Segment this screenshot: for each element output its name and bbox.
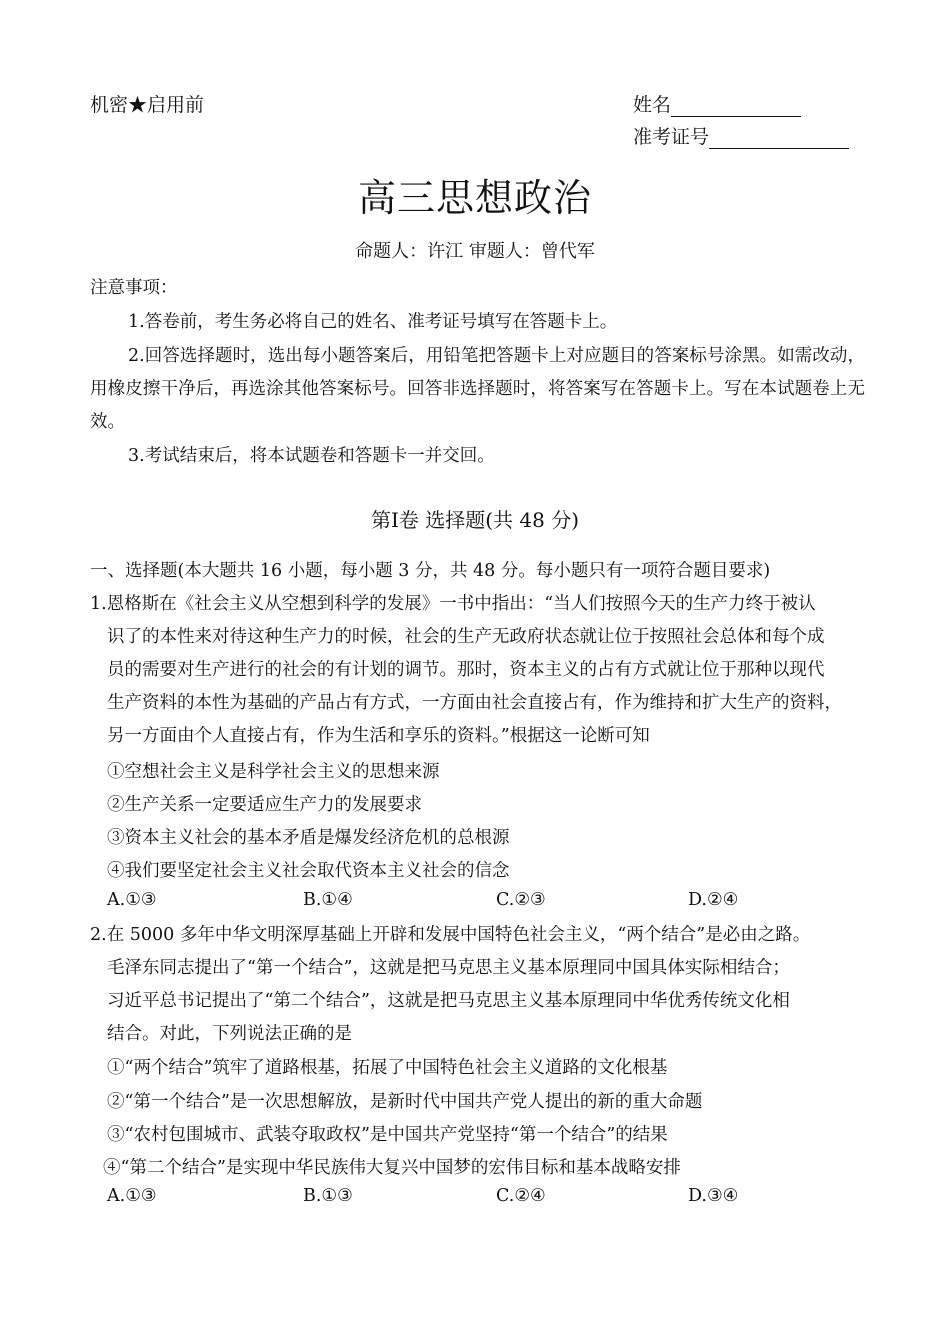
notice-item-3: 3.考试结束后，将本试题卷和答题卡一并交回。 [128,446,495,466]
statement-3: ③“农村包围城市、武装夺取政权”是中国共产党坚持“第一个结合”的结果 [107,1125,668,1145]
name-field [633,90,801,117]
question-line: 另一方面由个人直接占有，作为生活和享乐的资料。”根据这一论断可知 [107,726,650,746]
statement-3: ③资本主义社会的基本矛盾是爆发经济危机的总根源 [107,828,510,848]
choice-d: D.②④ [688,890,739,910]
statement-4: ④“第二个结合”是实现中华民族伟大复兴中国梦的宏伟目标和基本战略安排 [103,1158,681,1178]
question-line: 员的需要对生产进行的社会的有计划的调节。那时，资本主义的占有方式就让位于那种以现代 [107,660,825,680]
question-line: 2.在 5000 多年中华文明深厚基础上开辟和发展中国特色社会主义，“两个结合”是必由之路。 [90,925,811,945]
question-line: 毛泽东同志提出了“第一个结合”，这就是把马克思主义基本原理同中国具体实际相结合； [107,958,790,978]
statement-2: ②生产关系一定要适应生产力的发展要求 [107,795,422,815]
statement-2: ②“第一个结合”是一次思想解放，是新时代中国共产党人提出的新的重大命题 [107,1092,703,1112]
choice-a: A.①③ [107,890,157,910]
question-line: 生产资料的本性为基础的产品占有方式，一方面由社会直接占有，作为维持和扩大生产的资料， [107,693,842,713]
question-line: 习近平总书记提出了“第二个结合”，这就是把马克思主义基本原理同中华优秀传统文化相 [107,991,790,1011]
confidential-label: 机密★启用前 [90,94,205,116]
name-label: 姓名 [633,94,672,116]
notice-heading: 注意事项： [90,278,178,298]
name-blank [671,94,801,117]
exam-id-label: 准考证号 [633,126,710,148]
statement-4: ④我们要坚定社会主义社会取代资本主义社会的信念 [107,861,510,881]
exam-id-field [633,122,849,149]
authors-line: 命题人：许江 审题人：曾代军 [355,241,595,262]
statement-1: ①“两个结合”筑牢了道路根基，拓展了中国特色社会主义道路的文化根基 [107,1058,668,1078]
choice-c: C.②④ [496,1186,546,1206]
choice-b: B.①④ [303,890,353,910]
notice-item-2: 2.回答选择题时，选出每小题答案后，用铅笔把答题卡上对应题目的答案标号涂黑。如需改动，用橡皮擦干净后，再选涂其他答案标号。回答非选择题时，将答案写在答题卡上。写在本试题卷上无效。 [90,346,865,432]
section-title: 第Ⅰ卷 选择题(共 48 分) [370,508,580,532]
question-line: 结合。对此，下列说法正确的是 [107,1024,352,1044]
choice-a: A.①③ [107,1186,157,1206]
choice-b: B.①③ [303,1186,353,1206]
notice-item-1: 1.答卷前，考生务必将自己的姓名、准考证号填写在答题卡上。 [128,312,618,332]
choice-d: D.③④ [688,1186,739,1206]
question-line: 识了的本性来对待这种生产力的时候，社会的生产无政府状态就让位于按照社会总体和每个成 [107,627,825,647]
question-line: 1.恩格斯在《社会主义从空想到科学的发展》一书中指出：“当人们按照今天的生产力终于被认 [90,594,816,614]
part-heading: 一、选择题(本大题共 16 小题，每小题 3 分，共 48 分。每小题只有一项符合题目要求) [90,561,771,581]
choice-c: C.②③ [496,890,546,910]
page-title: 高三思想政治 [357,176,592,220]
statement-1: ①空想社会主义是科学社会主义的思想来源 [107,762,440,782]
exam-id-blank [709,126,849,149]
